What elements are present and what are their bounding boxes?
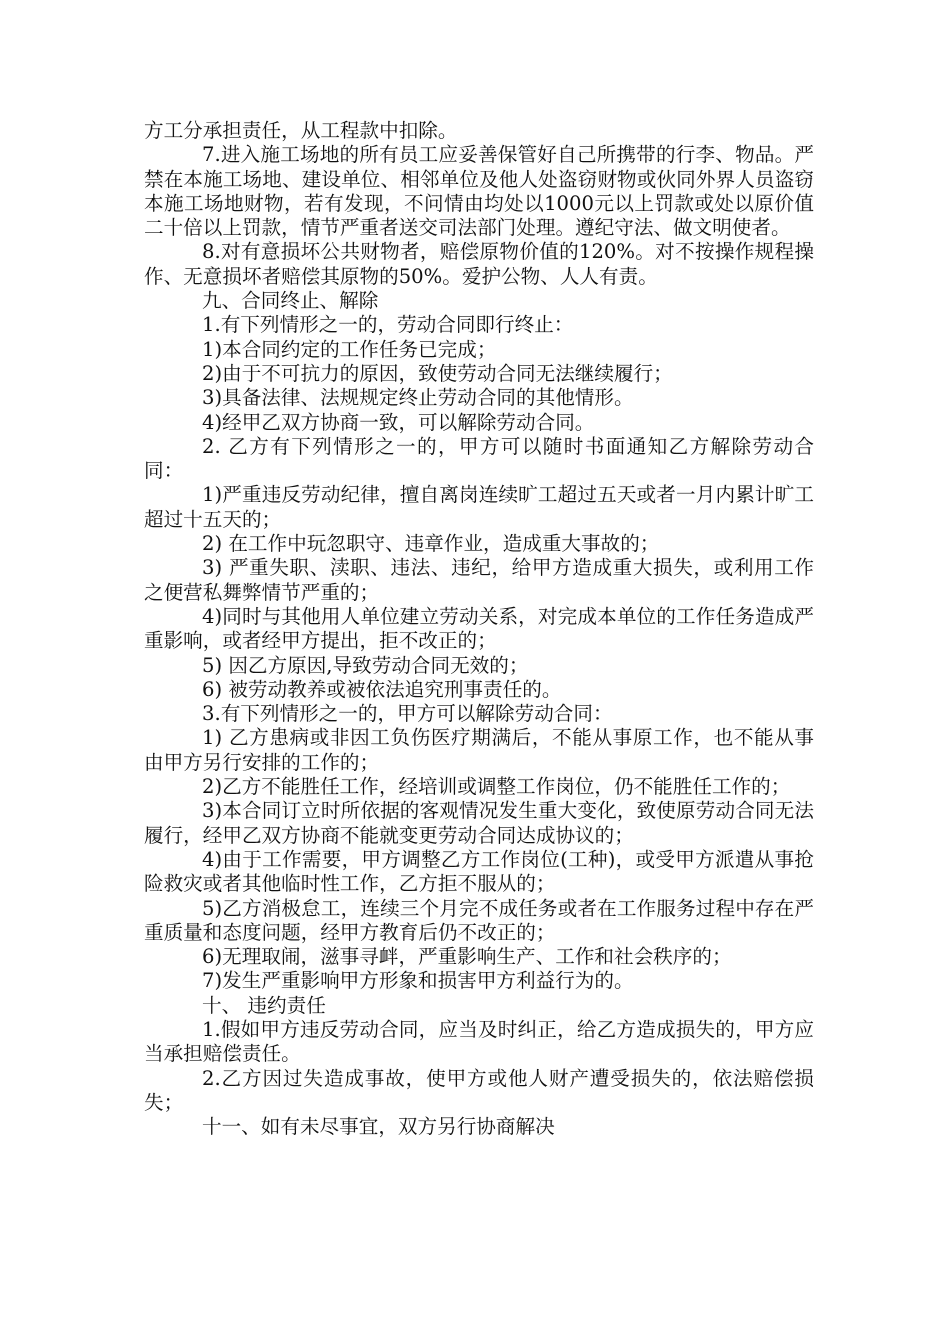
section-heading-10: 十、 违约责任 [202,993,326,1017]
clause-9-2-4: 4)同时与其他用人单位建立劳动关系，对完成本单位的工作任务造成严重影响，或者经甲方提出，拒不改正的； [144,604,814,653]
clause-9-3-6: 6)无理取闹，滋事寻衅，严重影响生产、工作和社会秩序的； [202,945,732,969]
document-body [144,119,814,1139]
clause-9-1-1: 1)本合同约定的工作任务已完成； [202,337,497,361]
clause-10-1: 1.假如甲方违反劳动合同，应当及时纠正，给乙方造成损失的，甲方应当承担赔偿责任。 [144,1017,814,1066]
clause-9-2-6: 6) 被劳动教养或被依法追究刑事责任的。 [202,677,562,701]
clause-9-2-2: 2) 在工作中玩忽职守、违章作业，造成重大事故的； [202,532,660,556]
clause-10-2: 2.乙方因过失造成事故，使甲方或他人财产遭受损失的，依法赔偿损失； [144,1066,814,1114]
clause-9-3-2: 2)乙方不能胜任工作，经培训或调整工作岗位，仍不能胜任工作的； [202,775,791,799]
paragraph-item-7: 7.进入施工场地的所有员工应妥善保管好自己所携带的行李、物品。严禁在本施工场地、建设单位、相邻单位及他人处盗窃财物或伙同外界人员盗窃本施工场地财物，若有发现，不问情由均处以1000元以上罚款或处以原价值二十倍以上罚款，情节严重者送交司法部门处理。遵纪守法、做文明使者。 [144,143,814,240]
paragraph-continuation: 方工分承担责任，从工程款中扣除。 [144,119,458,142]
clause-9-3-1: 1) 乙方患病或非因工负伤医疗期满后，不能从事原工作，也不能从事由甲方另行安排的工作的； [144,726,814,774]
clause-9-1: 1.有下列情形之一的，劳动合同即行终止： [202,313,574,337]
paragraph-item-8: 8.对有意损坏公共财物者，赔偿原物价值的120%。对不按操作规程操作、无意损坏者赔偿其原物的50%。爱护公物、人人有责。 [144,240,814,288]
clause-9-1-4: 4)经甲乙双方协商一致，可以解除劳动合同。 [202,410,595,434]
clause-9-3: 3.有下列情形之一的，甲方可以解除劳动合同： [202,702,613,726]
clause-9-2: 2. 乙方有下列情形之一的，甲方可以随时书面通知乙方解除劳动合同： [144,434,814,483]
clause-9-3-5: 5)乙方消极怠工，连续三个月完不成任务或者在工作服务过程中存在严重质量和态度问题，经甲方教育后仍不改正的； [144,896,814,944]
clause-9-3-4: 4)由于工作需要，甲方调整乙方工作岗位(工种)，或受甲方派遣从事抢险救灾或者其他临时性工作，乙方拒不服从的； [144,847,814,896]
clause-9-3-3: 3)本合同订立时所依据的客观情况发生重大变化，致使原劳动合同无法履行，经甲乙双方协商不能就变更劳动合同达成协议的； [144,799,814,847]
clause-9-2-3: 3) 严重失职、渎职、违法、违纪，给甲方造成重大损失，或利用工作之便营私舞弊情节严重的； [144,556,814,604]
clause-9-2-5: 5) 因乙方原因,导致劳动合同无效的； [202,653,529,677]
clause-9-2-1: 1)严重违反劳动纪律，擅自离岗连续旷工超过五天或者一月内累计旷工超过十五天的； [144,483,814,531]
clause-9-1-3: 3)具备法律、法规规定终止劳动合同的其他情形。 [202,386,634,410]
section-heading-9: 九、合同终止、解除 [202,289,379,313]
section-heading-11: 十一、如有未尽事宜，双方另行协商解决 [202,1115,555,1139]
clause-9-1-2: 2)由于不可抗力的原因，致使劳动合同无法继续履行； [202,361,673,385]
clause-9-3-7: 7)发生严重影响甲方形象和损害甲方利益行为的。 [202,969,634,993]
